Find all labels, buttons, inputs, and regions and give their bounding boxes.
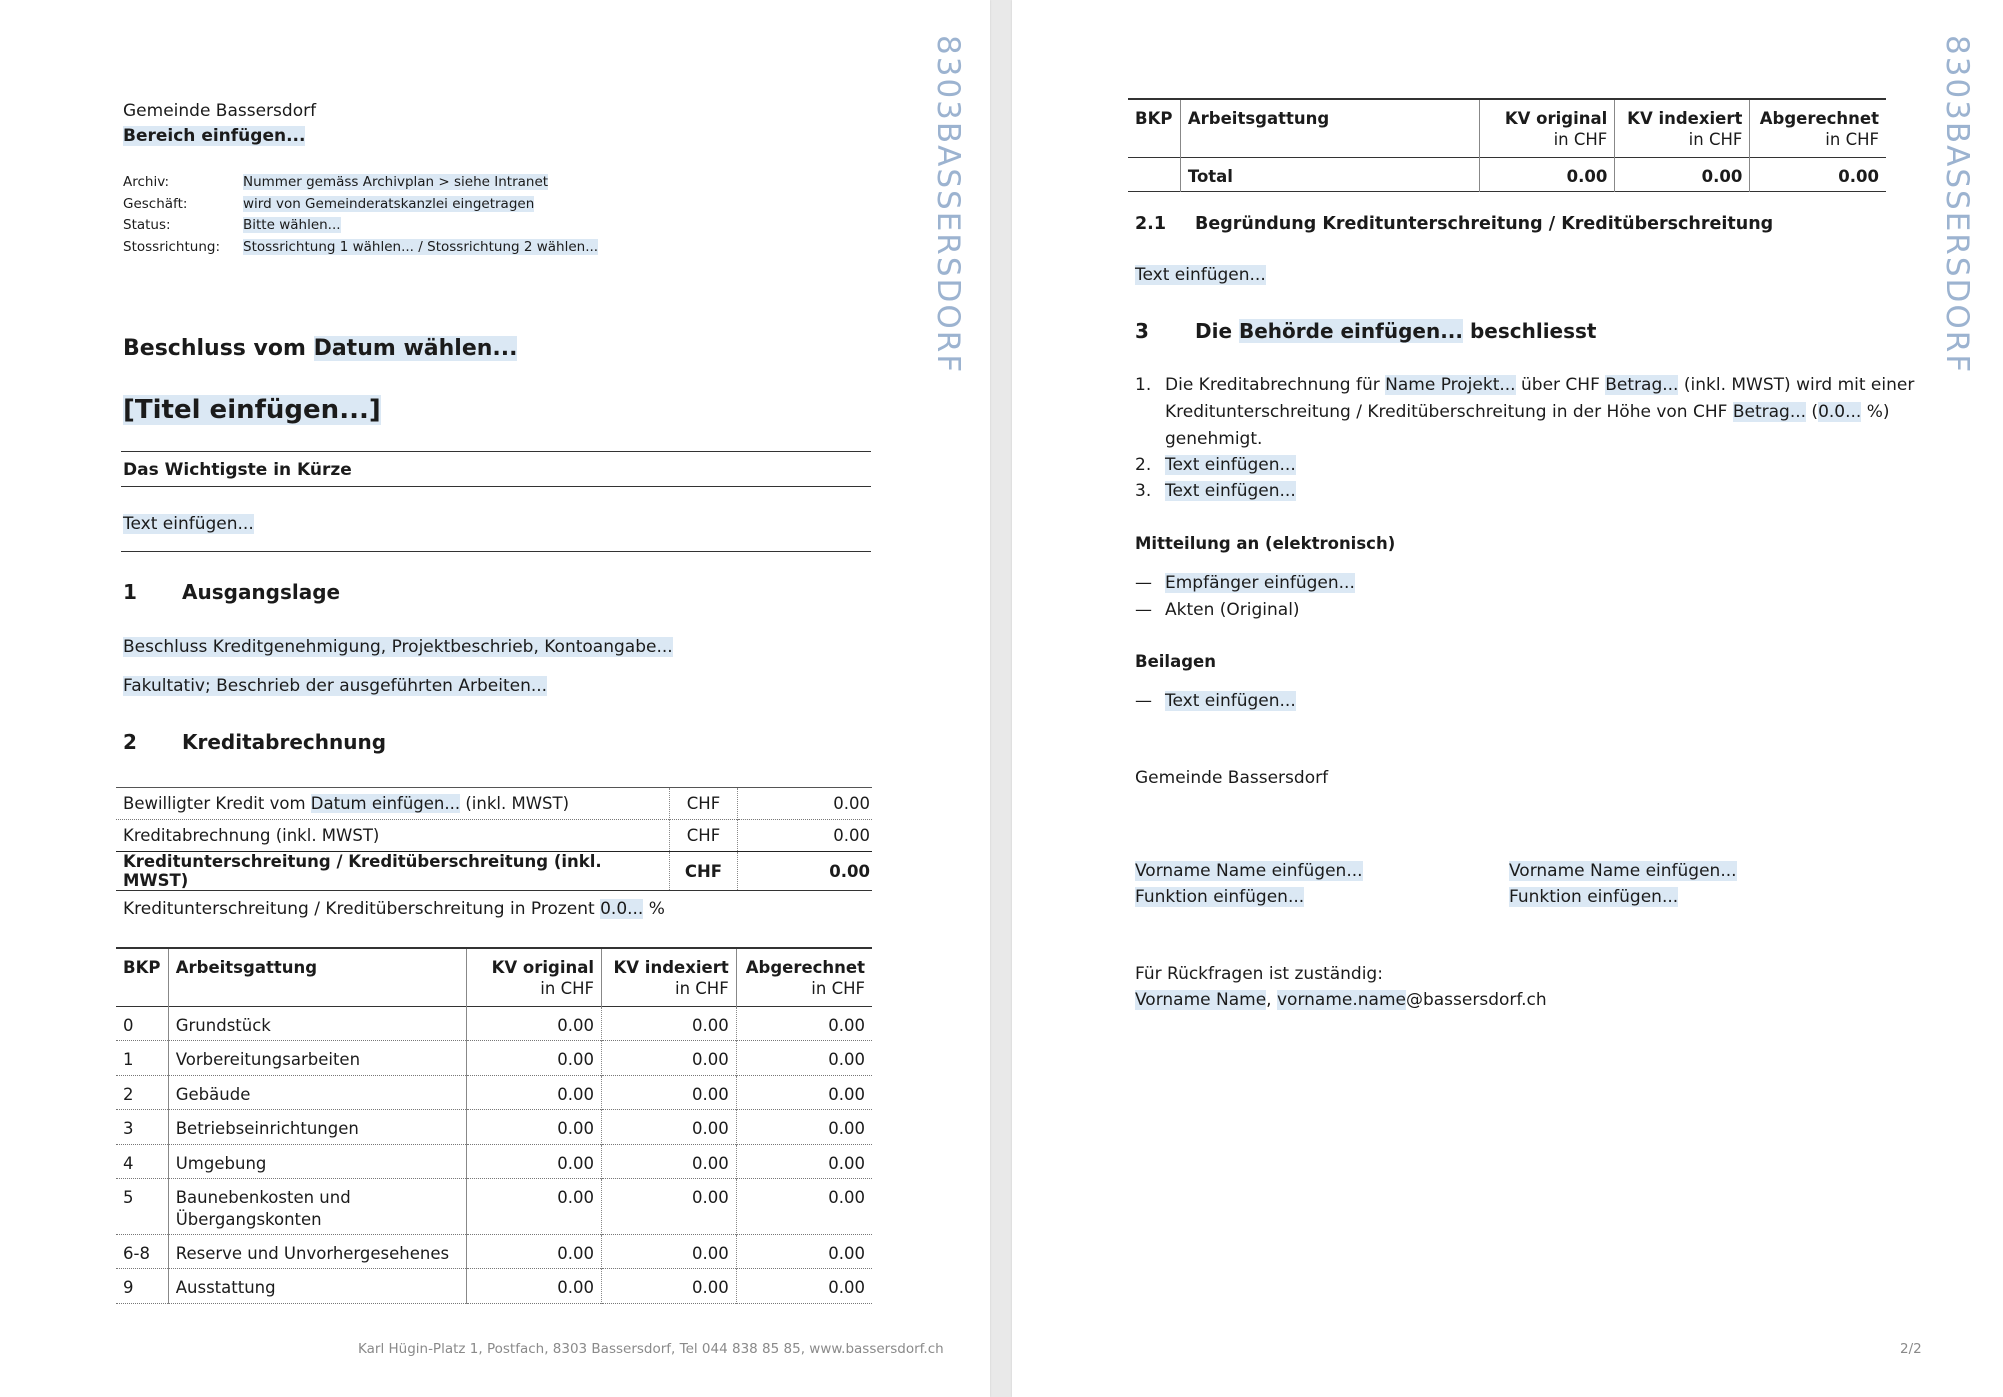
summary-heading: Das Wichtigste in Kürze bbox=[123, 460, 352, 480]
kv-indexiert-cell: 0.00 bbox=[602, 1234, 737, 1268]
abgerechnet-cell: 0.00 bbox=[736, 1234, 872, 1268]
stossrichtung-1-field[interactable]: Stossrichtung 1 wählen... bbox=[243, 239, 414, 255]
credit-percent-label: Kreditunterschreitung / Kreditüberschreitung in Prozent bbox=[123, 899, 601, 919]
bkp-row bbox=[116, 1144, 872, 1178]
abgerechnet-header-unit: in CHF bbox=[1825, 130, 1879, 150]
section-2-1-number: 2.1 bbox=[1135, 214, 1167, 234]
resolution-item-1-number: 1. bbox=[1135, 375, 1152, 395]
kv-original-cell: 0.00 bbox=[467, 1234, 602, 1268]
section-3-number: 3 bbox=[1135, 319, 1149, 343]
credit-currency: CHF bbox=[670, 852, 738, 891]
bkp-total-abgerechnet: 0.00 bbox=[1750, 157, 1886, 191]
beilagen-field[interactable]: Text einfügen... bbox=[1165, 691, 1296, 711]
credit-value: 0.00 bbox=[833, 794, 870, 813]
section-3-suffix: beschliesst bbox=[1463, 319, 1597, 343]
behoerde-field[interactable]: Behörde einfügen... bbox=[1238, 319, 1463, 343]
beschluss-heading bbox=[123, 336, 517, 361]
summary-mid-rule bbox=[121, 486, 871, 487]
credit-label: Kreditunterschreitung / Kreditüberschreitung (inkl. MWST) bbox=[123, 852, 602, 890]
kv-indexiert-header-unit: in CHF bbox=[1688, 130, 1743, 150]
mitteilung-heading: Mitteilung an (elektronisch) bbox=[1135, 534, 1396, 553]
contact-label: Für Rückfragen ist zuständig: bbox=[1135, 964, 1383, 984]
bkp-code: 6-8 bbox=[123, 1243, 150, 1263]
stossrichtung-label: Stossrichtung: bbox=[123, 239, 220, 255]
beilagen-heading: Beilagen bbox=[1135, 652, 1216, 671]
arbeitsgattung-cell: Betriebseinrichtungen bbox=[168, 1110, 467, 1144]
bkp-row bbox=[116, 1269, 872, 1303]
resolution-text: über CHF bbox=[1515, 375, 1606, 395]
org-name: Gemeinde Bassersdorf bbox=[1135, 768, 1329, 788]
section-1-number: 1 bbox=[123, 580, 137, 604]
kv-original-cell: 0.00 bbox=[467, 1179, 602, 1235]
resolution-item-3-field[interactable]: Text einfügen... bbox=[1165, 481, 1296, 501]
document-title[interactable]: [Titel einfügen...] bbox=[123, 395, 381, 425]
resolution-text: Kreditunterschreitung / Kreditüberschreitung in der Höhe von CHF bbox=[1165, 402, 1733, 422]
signatory-1-function-field[interactable]: Funktion einfügen... bbox=[1135, 887, 1305, 907]
credit-currency: CHF bbox=[670, 788, 738, 820]
ausgangslage-text-2[interactable]: Fakultativ; Beschrieb der ausgeführten Arbeiten... bbox=[123, 676, 548, 696]
arbeitsgattung-col-header: Arbeitsgattung bbox=[168, 948, 467, 1006]
document-page-2 bbox=[1012, 0, 2003, 1397]
kv-indexiert-header-label: KV indexiert bbox=[613, 958, 729, 977]
abgerechnet-cell: 0.00 bbox=[736, 1075, 872, 1109]
bkp-code: 1 bbox=[123, 1050, 134, 1070]
kv-indexiert-cell: 0.00 bbox=[602, 1179, 737, 1235]
credit-percent-line bbox=[123, 899, 665, 919]
resolution-item-2-number: 2. bbox=[1135, 455, 1152, 475]
credit-row-total bbox=[116, 852, 872, 891]
contact-email-field[interactable]: vorname.name bbox=[1276, 990, 1406, 1010]
bkp-row bbox=[116, 1006, 872, 1040]
section-3-title bbox=[1195, 319, 1597, 343]
kv-original-header-unit: in CHF bbox=[1553, 130, 1608, 150]
credit-value: 0.00 bbox=[829, 861, 870, 881]
credit-currency: CHF bbox=[670, 820, 738, 852]
beschluss-date-field[interactable]: Datum wählen... bbox=[313, 336, 518, 361]
abgerechnet-header-unit: in CHF bbox=[811, 979, 865, 999]
betrag-field[interactable]: Betrag... bbox=[1732, 402, 1807, 422]
bkp-code: 5 bbox=[123, 1188, 134, 1208]
projekt-name-field[interactable]: Name Projekt... bbox=[1385, 375, 1516, 395]
kv-indexiert-cell: 0.00 bbox=[602, 1144, 737, 1178]
kv-original-cell: 0.00 bbox=[467, 1041, 602, 1075]
bkp-code: 2 bbox=[123, 1084, 134, 1104]
kv-original-header-unit: in CHF bbox=[540, 979, 595, 999]
kv-indexiert-col-header bbox=[602, 948, 737, 1006]
credit-label-suffix: (inkl. MWST) bbox=[460, 794, 570, 813]
resolution-item-3-number: 3. bbox=[1135, 481, 1152, 501]
section-2-1-title: Begründung Kreditunterschreitung / Kreditüberschreitung bbox=[1195, 214, 1774, 234]
signatory-2-name-field[interactable]: Vorname Name einfügen... bbox=[1509, 861, 1737, 881]
bassersdorf-logo: 8303BASSERSDORF bbox=[1939, 35, 1975, 375]
status-field[interactable]: Bitte wählen... bbox=[243, 217, 341, 233]
dash-bullet: — bbox=[1135, 573, 1152, 593]
bkp-code: 3 bbox=[123, 1119, 134, 1139]
contact-email-domain: @bassersdorf.ch bbox=[1405, 990, 1547, 1010]
bereich-field[interactable]: Bereich einfügen... bbox=[123, 126, 306, 146]
bkp-total-table bbox=[1128, 98, 1886, 192]
contact-separator: , bbox=[1266, 990, 1277, 1010]
bkp-table bbox=[116, 947, 872, 1304]
abgerechnet-cell: 0.00 bbox=[736, 1110, 872, 1144]
bkp-header-row bbox=[1128, 99, 1886, 157]
kv-original-header-label: KV original bbox=[491, 958, 595, 977]
bassersdorf-logo: 8303BASSERSDORF bbox=[930, 35, 966, 375]
arbeitsgattung-cell: Ausstattung bbox=[168, 1269, 467, 1303]
bkp-col-header: BKP bbox=[123, 958, 161, 977]
abgerechnet-header-label: Abgerechnet bbox=[1759, 109, 1879, 128]
mitteilung-item: Akten (Original) bbox=[1165, 600, 1300, 620]
kv-original-cell: 0.00 bbox=[467, 1110, 602, 1144]
credit-label bbox=[116, 788, 670, 820]
bkp-code: 0 bbox=[123, 1015, 134, 1035]
signatory-2-function-field[interactable]: Funktion einfügen... bbox=[1509, 887, 1679, 907]
resolution-item-1-line-1 bbox=[1165, 375, 1914, 395]
kv-original-header-label: KV original bbox=[1504, 109, 1608, 128]
resolution-text: %) bbox=[1861, 402, 1890, 422]
arbeitsgattung-col-header: Arbeitsgattung bbox=[1180, 99, 1479, 157]
kv-indexiert-cell: 0.00 bbox=[602, 1006, 737, 1040]
credit-label: Kreditabrechnung (inkl. MWST) bbox=[123, 826, 380, 845]
beschluss-prefix: Beschluss vom bbox=[123, 336, 314, 361]
credit-percent-unit: % bbox=[643, 899, 665, 919]
bkp-total-row bbox=[1128, 157, 1886, 191]
status-label: Status: bbox=[123, 217, 171, 233]
kv-original-col-header bbox=[1480, 99, 1615, 157]
signatory-1-name-field[interactable]: Vorname Name einfügen... bbox=[1135, 861, 1363, 881]
credit-row bbox=[116, 788, 872, 820]
document-page-1 bbox=[0, 0, 990, 1397]
abgerechnet-cell: 0.00 bbox=[736, 1179, 872, 1235]
bkp-col-header: BKP bbox=[1135, 109, 1173, 128]
kv-indexiert-header-label: KV indexiert bbox=[1627, 109, 1743, 128]
page-footer-address: Karl Hügin-Platz 1, Postfach, 8303 Bassersdorf, Tel 044 838 85 85, www.bassersdorf.ch bbox=[358, 1341, 944, 1357]
arbeitsgattung-cell: Grundstück bbox=[168, 1006, 467, 1040]
arbeitsgattung-cell: Vorbereitungsarbeiten bbox=[168, 1041, 467, 1075]
page-number: 2/2 bbox=[1900, 1341, 1922, 1357]
kv-indexiert-cell: 0.00 bbox=[602, 1110, 737, 1144]
bkp-header-row bbox=[116, 948, 872, 1006]
arbeitsgattung-cell: Gebäude bbox=[168, 1075, 467, 1109]
section-1-title: Ausgangslage bbox=[182, 580, 341, 604]
credit-percent-field[interactable]: 0.0... bbox=[600, 899, 644, 919]
stossrichtung-separator: / bbox=[413, 239, 428, 255]
credit-date-field[interactable]: Datum einfügen... bbox=[310, 794, 461, 813]
abgerechnet-cell: 0.00 bbox=[736, 1006, 872, 1040]
arbeitsgattung-cell: Umgebung bbox=[168, 1144, 467, 1178]
betrag-field[interactable]: Betrag... bbox=[1605, 375, 1679, 395]
stossrichtung-fields bbox=[243, 239, 598, 255]
empfaenger-field[interactable]: Empfänger einfügen... bbox=[1165, 573, 1355, 593]
kv-indexiert-cell: 0.00 bbox=[602, 1269, 737, 1303]
bkp-row bbox=[116, 1041, 872, 1075]
abgerechnet-cell: 0.00 bbox=[736, 1144, 872, 1178]
section-2-title: Kreditabrechnung bbox=[182, 730, 387, 754]
abgerechnet-header-label: Abgerechnet bbox=[745, 958, 865, 977]
bkp-row bbox=[116, 1234, 872, 1268]
bkp-total-label: Total bbox=[1180, 157, 1479, 191]
bkp-total-kv-original: 0.00 bbox=[1480, 157, 1615, 191]
arbeitsgattung-line: Übergangskonten bbox=[175, 1209, 322, 1229]
resolution-text: ( bbox=[1806, 402, 1819, 422]
abgerechnet-col-header bbox=[736, 948, 872, 1006]
abgerechnet-cell: 0.00 bbox=[736, 1269, 872, 1303]
kv-original-cell: 0.00 bbox=[467, 1075, 602, 1109]
summary-bottom-rule bbox=[121, 551, 871, 552]
ausgangslage-text-1[interactable]: Beschluss Kreditgenehmigung, Projektbeschrieb, Kontoangabe... bbox=[123, 637, 673, 657]
kv-indexiert-cell: 0.00 bbox=[602, 1075, 737, 1109]
arbeitsgattung-cell bbox=[168, 1179, 467, 1235]
kv-original-cell: 0.00 bbox=[467, 1144, 602, 1178]
resolution-text: Die Kreditabrechnung für bbox=[1165, 375, 1386, 395]
kv-original-col-header bbox=[467, 948, 602, 1006]
geschaeft-field[interactable]: wird von Gemeinderatskanzlei eingetragen bbox=[243, 196, 535, 212]
resolution-item-1-line-2 bbox=[1165, 402, 1890, 422]
summary-top-rule bbox=[121, 451, 871, 452]
bkp-total-bkp-cell bbox=[1128, 157, 1180, 191]
bkp-code: 9 bbox=[123, 1278, 134, 1298]
bkp-row bbox=[116, 1110, 872, 1144]
resolution-text: (inkl. MWST) wird mit einer bbox=[1678, 375, 1915, 395]
prozent-field[interactable]: 0.0... bbox=[1818, 402, 1862, 422]
begruendung-text-field[interactable]: Text einfügen... bbox=[1135, 265, 1266, 285]
archiv-label: Archiv: bbox=[123, 174, 170, 190]
stossrichtung-2-field[interactable]: Stossrichtung 2 wählen... bbox=[427, 239, 599, 255]
credit-table bbox=[116, 787, 872, 891]
section-3-prefix: Die bbox=[1195, 319, 1239, 343]
kv-indexiert-col-header bbox=[1615, 99, 1750, 157]
bkp-total-kv-indexiert: 0.00 bbox=[1615, 157, 1750, 191]
dash-bullet: — bbox=[1135, 691, 1152, 711]
contact-name-field[interactable]: Vorname Name bbox=[1135, 990, 1267, 1010]
archiv-field[interactable]: Nummer gemäss Archivplan > siehe Intranet bbox=[243, 174, 549, 190]
bkp-code: 4 bbox=[123, 1153, 134, 1173]
kv-indexiert-cell: 0.00 bbox=[602, 1041, 737, 1075]
geschaeft-label: Geschäft: bbox=[123, 196, 188, 212]
kv-indexiert-header-unit: in CHF bbox=[675, 979, 729, 999]
bkp-row bbox=[116, 1075, 872, 1109]
kv-original-cell: 0.00 bbox=[467, 1006, 602, 1040]
arbeitsgattung-cell: Reserve und Unvorhergesehenes bbox=[168, 1234, 467, 1268]
dash-bullet: — bbox=[1135, 600, 1152, 620]
credit-value: 0.00 bbox=[833, 826, 870, 845]
kv-original-cell: 0.00 bbox=[467, 1269, 602, 1303]
resolution-item-2-field[interactable]: Text einfügen... bbox=[1165, 455, 1296, 475]
contact-line bbox=[1135, 990, 1547, 1010]
credit-label-text: Bewilligter Kredit vom bbox=[123, 794, 311, 813]
bkp-row bbox=[116, 1179, 872, 1235]
credit-row bbox=[116, 820, 872, 852]
arbeitsgattung-line: Baunebenkosten und bbox=[175, 1188, 351, 1208]
summary-text-field[interactable]: Text einfügen... bbox=[123, 514, 254, 534]
resolution-item-1-line-3: genehmigt. bbox=[1165, 429, 1263, 449]
abgerechnet-cell: 0.00 bbox=[736, 1041, 872, 1075]
abgerechnet-col-header bbox=[1750, 99, 1886, 157]
section-2-number: 2 bbox=[123, 730, 137, 754]
org-name: Gemeinde Bassersdorf bbox=[123, 101, 317, 121]
